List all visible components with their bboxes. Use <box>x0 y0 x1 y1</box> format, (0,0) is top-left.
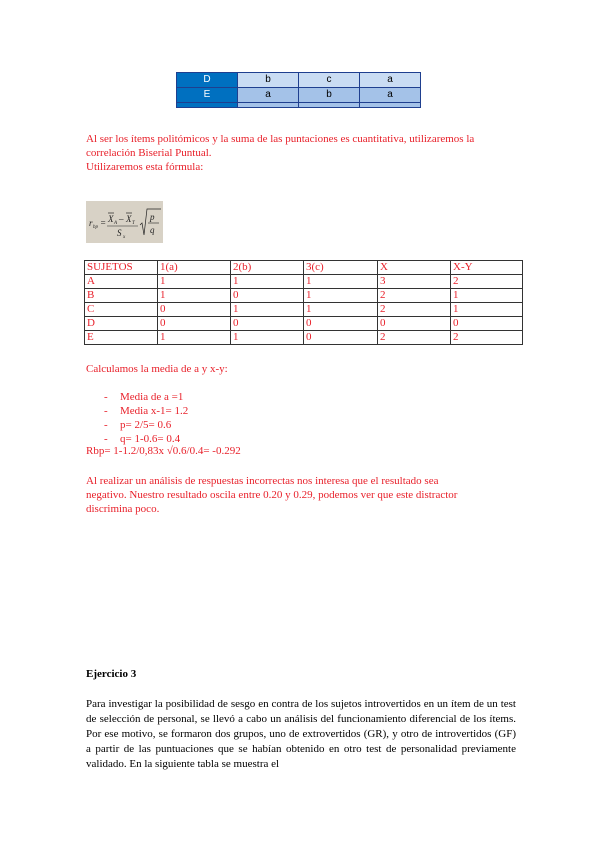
table-cell: A <box>85 275 158 289</box>
formula-lhs: r <box>89 218 93 228</box>
formula-root-den: q <box>150 225 155 235</box>
table-cell: 0 <box>304 317 378 331</box>
column-header: 3(c) <box>304 261 378 275</box>
formula-sub-a: A <box>114 221 118 226</box>
table-cell: 1 <box>304 275 378 289</box>
formula-mean-a: X <box>108 214 114 224</box>
column-header: SUJETOS <box>85 261 158 275</box>
table-row <box>177 73 421 88</box>
intro-paragraph <box>86 132 474 174</box>
formula-minus: – <box>119 214 124 224</box>
table-cell: a <box>360 88 421 103</box>
table-cell: 1 <box>231 275 304 289</box>
intro-line: Al ser los ítems politómicos y la suma de las puntaciones es cuantitativa, utilizaremos la <box>86 133 475 145</box>
blank-cell <box>238 103 299 108</box>
exercise-body: Para investigar la posibilidad de sesgo en contra de los sujetos introvertidos en un ítem de un test de selección de personal, se llevó a cabo un análisis del funcionamiento diferencial de los ítems. Por ese motivo, se formaron dos grupos, uno de extrovertidos (GR), y otro de introvertidos (GF) a partir de las puntuaciones que se habían obtenido en otro test de personalidad previamente validado. En la siguiente tabla se muestra el <box>86 698 516 770</box>
calc-result: Rbp= 1-1.2/0,83x √0.6/0.4= -0.292 <box>86 445 241 457</box>
table-cell: 0 <box>158 317 231 331</box>
table-cell: 2 <box>378 289 451 303</box>
intro-line: Utilizaremos esta fórmula: <box>86 161 204 173</box>
table-cell: 0 <box>378 317 451 331</box>
list-item <box>86 390 188 404</box>
formula-lhs-sub: bp <box>93 225 98 230</box>
conclusion-line: Al realizar un análisis de respuestas incorrectas nos interesa que el resultado sea <box>86 475 439 487</box>
conclusion-line: discrimina poco. <box>86 503 160 515</box>
table-cell: 2 <box>451 331 523 345</box>
column-header: 1(a) <box>158 261 231 275</box>
table-cell: c <box>299 73 360 88</box>
table-cell: 3 <box>378 275 451 289</box>
table-cell: 1 <box>231 303 304 317</box>
subjects-table <box>84 260 523 345</box>
table-cell: 2 <box>451 275 523 289</box>
table-cell: 0 <box>304 331 378 345</box>
table-cell: a <box>360 73 421 88</box>
row-key: D <box>177 73 238 88</box>
list-dash: - <box>104 419 108 431</box>
table-row <box>85 317 523 331</box>
table-row-blank <box>177 103 421 108</box>
list-dash: - <box>104 405 108 417</box>
formula-sub-t: T <box>132 221 135 226</box>
table-cell: 1 <box>451 303 523 317</box>
list-item <box>86 418 188 432</box>
list-item <box>86 404 188 418</box>
table-cell: 1 <box>451 289 523 303</box>
table-cell: 2 <box>378 331 451 345</box>
formula-den: S <box>117 228 122 238</box>
row-key: E <box>177 88 238 103</box>
formula-root-num: p <box>150 212 155 222</box>
column-header: 2(b) <box>231 261 304 275</box>
table-cell: b <box>238 73 299 88</box>
table-cell: E <box>85 331 158 345</box>
blank-cell <box>299 103 360 108</box>
conclusion-line: negativo. Nuestro resultado oscila entre 0.20 y 0.29, podemos ver que este distractor <box>86 489 458 501</box>
table-row <box>85 275 523 289</box>
table-row <box>85 289 523 303</box>
column-header: X-Y <box>451 261 523 275</box>
table-cell: 1 <box>158 331 231 345</box>
table-cell: 0 <box>231 317 304 331</box>
formula-mean-t: X <box>126 214 132 224</box>
table-cell: 1 <box>231 331 304 345</box>
table-cell: a <box>238 88 299 103</box>
table-cell: 0 <box>451 317 523 331</box>
conclusion-paragraph <box>86 474 457 516</box>
table-row <box>85 331 523 345</box>
table-header-row <box>85 261 523 275</box>
formula-den-sub: x <box>123 235 126 240</box>
response-key-table <box>176 72 421 108</box>
table-cell: 1 <box>158 289 231 303</box>
list-item-text: p= 2/5= 0.6 <box>120 419 172 431</box>
intro-line: correlación Biserial Puntual. <box>86 147 212 159</box>
table-cell: 0 <box>231 289 304 303</box>
table-cell: 1 <box>304 303 378 317</box>
exercise-title: Ejercicio 3 <box>86 668 137 680</box>
list-dash: - <box>104 391 108 403</box>
list-item-text: q= 1-0.6= 0.4 <box>120 433 181 445</box>
formula-image <box>86 201 163 243</box>
table-cell: 0 <box>158 303 231 317</box>
list-item-text: Media x-1= 1.2 <box>120 405 189 417</box>
column-header: X <box>378 261 451 275</box>
list-item-text: Media de a =1 <box>120 391 184 403</box>
table-cell: b <box>299 88 360 103</box>
calc-intro: Calculamos la media de a y x-y: <box>86 363 228 375</box>
calc-list <box>86 390 188 446</box>
list-dash: - <box>104 433 108 445</box>
table-cell: 1 <box>304 289 378 303</box>
blank-cell <box>360 103 421 108</box>
formula-equals: = <box>100 218 107 228</box>
table-row <box>177 88 421 103</box>
blank-cell <box>177 103 238 108</box>
table-cell: 2 <box>378 303 451 317</box>
table-cell: 1 <box>158 275 231 289</box>
table-cell: B <box>85 289 158 303</box>
table-row <box>85 303 523 317</box>
table-cell: C <box>85 303 158 317</box>
table-cell: D <box>85 317 158 331</box>
